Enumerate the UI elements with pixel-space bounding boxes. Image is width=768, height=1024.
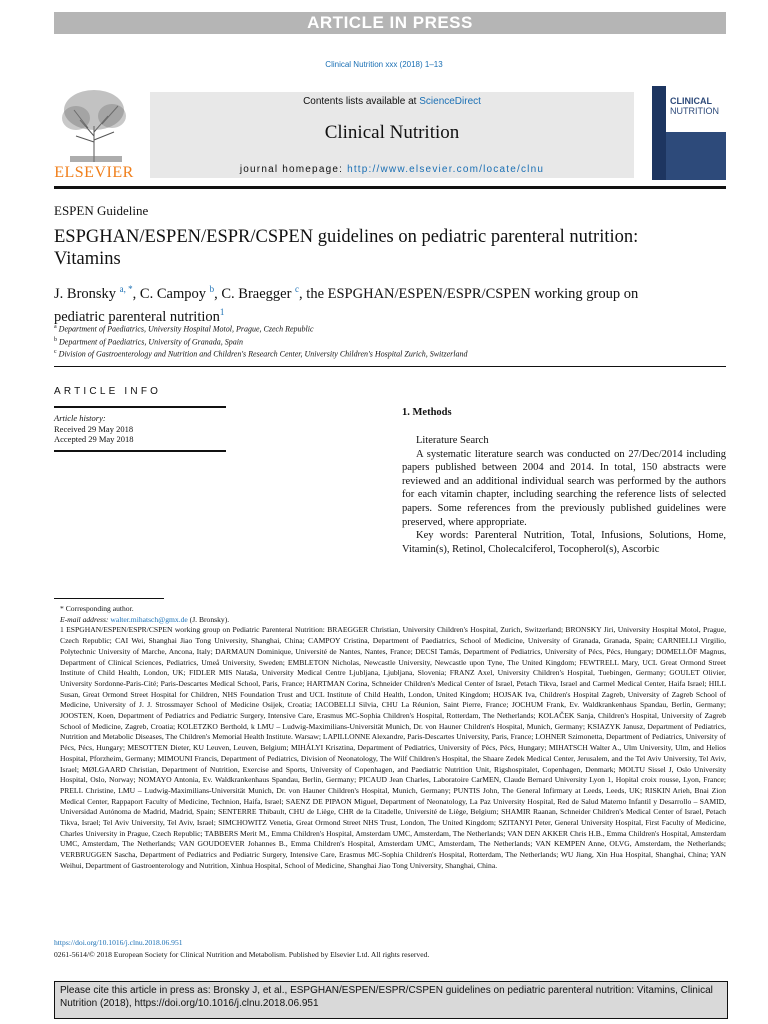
- journal-header: [54, 86, 726, 182]
- working-group-name: the ESPGHAN/ESPEN/ESPR/CSPEN working group on pediatric parenteral nutrition: [54, 285, 639, 325]
- author-list: J. Bronsky $^{a, *}$, C. Campoy $^b$, C. Braegger $^c$, the ESPGHAN/ESPEN/ESPR/CSPEN working group on pediatric parenteral nutrition$^1$: [54, 284, 639, 325]
- homepage-prefix: journal homepage:: [239, 164, 348, 175]
- elsevier-wordmark: ELSEVIER: [54, 164, 134, 181]
- author-name: C. Braegger: [221, 285, 292, 302]
- journal-cover-thumbnail[interactable]: [652, 86, 726, 180]
- cover-title-line2: NUTRITION: [670, 106, 719, 116]
- email-link[interactable]: walter.mihatsch@gmx.de: [110, 614, 188, 624]
- article-in-press-banner: ARTICLE IN PRESS: [54, 12, 726, 34]
- history-label: Article history:: [54, 413, 106, 423]
- section-heading-methods: 1. Methods: [402, 407, 452, 418]
- email-suffix: (J. Bronsky).: [187, 614, 230, 624]
- article-info-divider: [54, 406, 226, 408]
- copyright-notice: 0261-5614/© 2018 European Society for Clinical Nutrition and Metabolism. Published by Elsevier Ltd. All rights reserved.: [54, 950, 430, 959]
- article-title: ESPGHAN/ESPEN/ESPR/CSPEN guidelines on pediatric parenteral nutrition: Vitamins: [54, 227, 639, 269]
- journal-info-box: [150, 92, 634, 178]
- journal-homepage: [150, 164, 634, 175]
- doi-link[interactable]: https://doi.org/10.1016/j.clnu.2018.06.951: [54, 938, 183, 947]
- received-date: Received 29 May 2018: [54, 423, 134, 434]
- history-divider: [54, 450, 226, 452]
- author-affiliation-ref[interactable]: c: [295, 284, 300, 294]
- article-history: [54, 413, 134, 445]
- sciencedirect-link[interactable]: ScienceDirect: [419, 96, 481, 107]
- body-text: [402, 434, 726, 556]
- citation-box: Please cite this article in press as: Bronsky J, et al., ESPGHAN/ESPEN/ESPR/CSPEN guidelines on pediatric parenteral nutrition: Vitamins, Clinical Nutrition (2018), https://doi.org/10.1016/j.clnu.2018.06.951: [54, 981, 728, 1019]
- email-label: E-mail address:: [60, 614, 111, 624]
- journal-reference[interactable]: Clinical Nutrition xxx (2018) 1–13: [325, 60, 443, 69]
- working-group-footnote: 1 ESPGHAN/ESPEN/ESPR/CSPEN working group on Pediatric Parenteral Nutrition: BRAEGGER Christian, University Children's Hospital, Zurich, Switzerland; BRONSKY Jiri, University Hospital Motol, Prague, Czech Republic; CAI Wei, Shanghai Jiao Tong University, Shanghai, China; CAMPOY Cristina, Department of Paediatrics, School of Medicine, University of Granada, Granada, Spain; CARNIELLI Virgilio, Polytechnic University of Marche, Ancona, Italy; DARMAUN Dominique, Université de Nantes, Nantes, France; DECSI Tamás, Department of Pediatrics, University of Pécs, Pécs, Hungary; DOMELLÖF Magnus, Department of Clinical Sciences, Pediatrics, Umeå University, Sweden; EMBLETON Nicholas, Newcastle University, Newcastle upon Tyne, The United Kingdom; FEWTRELL Mary, UCL Great Ormond Street Institute of Child Health, London, UK; FIDLER MIS Nataša, University Medical Centre Ljubljana, Ljubljana, Slovenia; FRANZ Axel, University Children's Hospital, Tuebingen, Germany; GOULET Olivier, University Sordonne-Paris-Cité; Paris-Descartes Medical School, Paris, France; HARTMAN Corina, Schneider Children's Medical Center of Israel, Petach Tikva, Israel and Carmel Medical Center, Haifa Israel; HILL Susan, Great Ormond Street Hospital for Children, NHS Foundation Trust and UCL Institute of Child Health, London, United Kingdom; HOJSAK Iva, Children's Hospital Zagreb, University of Zagreb School of Medicine, University of J. J. Strossmayer School of Medicine Osijek, Croatia; IACOBELLI Silvia, CHU La Réunion, Saint Pierre, France; JOCHUM Frank, Ev. Waldkrankenhaus Spandau, Berlin, Germany; JOOSTEN, Koen, Department of Pediatrics and Pediatric Surgery, Intensive Care, Erasmus MC-Sophia Children's Hospital, Rotterdam, The Netherlands; KOLAČEK Sanja, Children's Hospital, University of Zagreb School of Medicine, Zagreb, Croatia; KOLETZKO Berthold, k LMU – Ludwig-Maximilians-Universität Munich, Dr. von Hauner Children's Hospital, Munich, Germany; KSIAZYK Janusz, Department of Pediatrics, Nutrition and Metabolic Diseases, The Children's Memorial Health Institute. Warsaw; LAPILLONNE Alexandre, Paris-Descartes University, Paris, France; LOHNER Szimonetta, Department of Pediatrics, University of Pécs, Pécs, Hungary; MESOTTEN Dieter, KU Leuven, Leuven, Belgium; MIHÁLYI Krisztina, Department of Pediatrics, University of Pécs, Pécs, Hungary; MIHATSCH Walter A., Ulm University, Ulm, and Helios Hospital, Pforzheim, Germany; MIMOUNI Francis, Department of Pediatrics, Division of Neonatology, The Wilf Children's Hospital, the Shaare Zedek Medical Center, Jerusalem, and the Tel Aviv University, Tel Aviv, Israel; MØLGAARD Christian, Department of Nutrition, Exercise and Sports, University of Copenhagen, and Paediatric Nutrition Unit, Rigshospitalet, Copenhagen, Denmark; MOLTU Sissel J, Oslo University Hospital, Oslo, Norway; NOMAYO Antonia, Ev. Waldkrankenhaus Spandau, Berlin, Germany; PICAUD Jean Charles, Laboratoire CarMEN, Claude Bernard University Lyon 1, Hopital croix rousse, Lyon, France; PRELL Christine, LMU – Ludwig-Maximilians-Universität Munich, Dr. von Hauner Children's Hospital, Munich, Germany; PUNTIS John, The General Infirmary at Leeds, Leeds, UK; RISKIN Arieh, Bnai Zion Medical Center, Rappaport Faculty of Medicine, Technion, Haifa, Israel; SAENZ DE PIPAON Miguel, Department of Neonatology, La Paz University Hospital, Red de Salud Materno Infantil y Desarrollo – SAMID, Universidad Autónoma de Madrid, Madrid, Spain; SENTERRE Thibault, CHU de Liège, CHR de la Citadelle, Université de Liège, Belgium; SHAMIR Raanan, Schneider Children's Medical Center of Israel, Petach Tikva, Israel; Tel Aviv University, Tel Aviv, Israel; SIMCHOWITZ Venetia, Great Ormond Street NHS Trust, London, The United Kingdom; SZITANYI Peter, General University Hospital, First Faculty of Medicine, Charles University in Prague, Czech Republic; TABBERS Merit M., Emma Children's Hospital, Amsterdam UMC, Amsterdam, The Netherlands; VAN DEN AKKER Chris H.B., Emma Children's Hospital, Amsterdam UMC, Amsterdam, The Netherlands; VAN GOUDOEVER Johannes B., Emma Children's Hospital, Amsterdam UMC, Amsterdam, The Netherlands; VAN KEMPEN Anne, OLVG, Amsterdam, the Netherlands; VERBRUGGEN Sascha, Department of Pediatrics and Pediatric Surgery, Intensive Care, Erasmus MC-Sophia Children's Hospital, Rotterdam, The Netherlands; WU Jiang, Xin Hua Hospital, Shanghai, China; YAN Weihui, Department of Gastroenterology and Nutrition, Xinhua Hospital, School of Medicine, Shanghai Jiao Tong University, Shanghai, China.: [60, 625, 726, 870]
- subheading: Literature Search: [416, 435, 489, 446]
- header-divider: [54, 186, 726, 189]
- title-divider: [54, 366, 726, 367]
- working-group-footnote-ref[interactable]: 1: [219, 306, 225, 317]
- author-affiliation-ref[interactable]: a, *: [119, 284, 133, 294]
- affiliation-item: $^a$ Department of Paediatrics, University Hospital Motol, Prague, Czech Republic: [54, 324, 314, 334]
- article-info-heading: ARTICLE INFO: [54, 386, 162, 397]
- elsevier-logo[interactable]: [54, 86, 142, 182]
- elsevier-tree-icon: [54, 86, 142, 166]
- affiliation-list: [54, 322, 654, 360]
- affiliation-item: $^b$ Department of Paediatrics, University of Granada, Spain: [54, 336, 243, 347]
- affiliation-item: $^c$ Division of Gastroenterology and Nutrition and Children's Research Center, University Children's Hospital Zurich, Switzerland: [54, 349, 468, 359]
- keywords-paragraph: Key words: Parenteral Nutrition, Total, Infusions, Solutions, Home, Vitamin(s), Retinol, Cholecalciferol, Tocopherol(s), Ascorbic: [402, 530, 726, 555]
- contents-line: [150, 96, 634, 107]
- author-affiliation-ref[interactable]: b: [209, 284, 215, 294]
- contents-prefix: Contents lists available at: [303, 96, 420, 107]
- footnotes: [54, 604, 726, 872]
- author-name: J. Bronsky: [54, 285, 117, 302]
- paragraph: A systematic literature search was conducted on 27/Dec/2014 including papers published between 2004 and 2014. In total, 150 abstracts were reviewed and an additional individual search was performed by the authors for each vitamin chapter, including searching the reference lists of selected papers. Some references from the previously published guidelines were preserved, where appropriate.: [402, 448, 726, 528]
- cover-title-line1: CLINICAL: [670, 96, 712, 106]
- author-name: C. Campoy: [139, 285, 206, 302]
- journal-title: Clinical Nutrition: [324, 122, 460, 143]
- homepage-link[interactable]: http://www.elsevier.com/locate/clnu: [347, 164, 545, 175]
- accepted-date: Accepted 29 May 2018: [54, 434, 134, 444]
- article-type: ESPEN Guideline: [54, 203, 149, 218]
- footnote-divider: [54, 598, 164, 599]
- corresponding-author-note: * Corresponding author.: [60, 604, 134, 613]
- email-note: [54, 615, 726, 626]
